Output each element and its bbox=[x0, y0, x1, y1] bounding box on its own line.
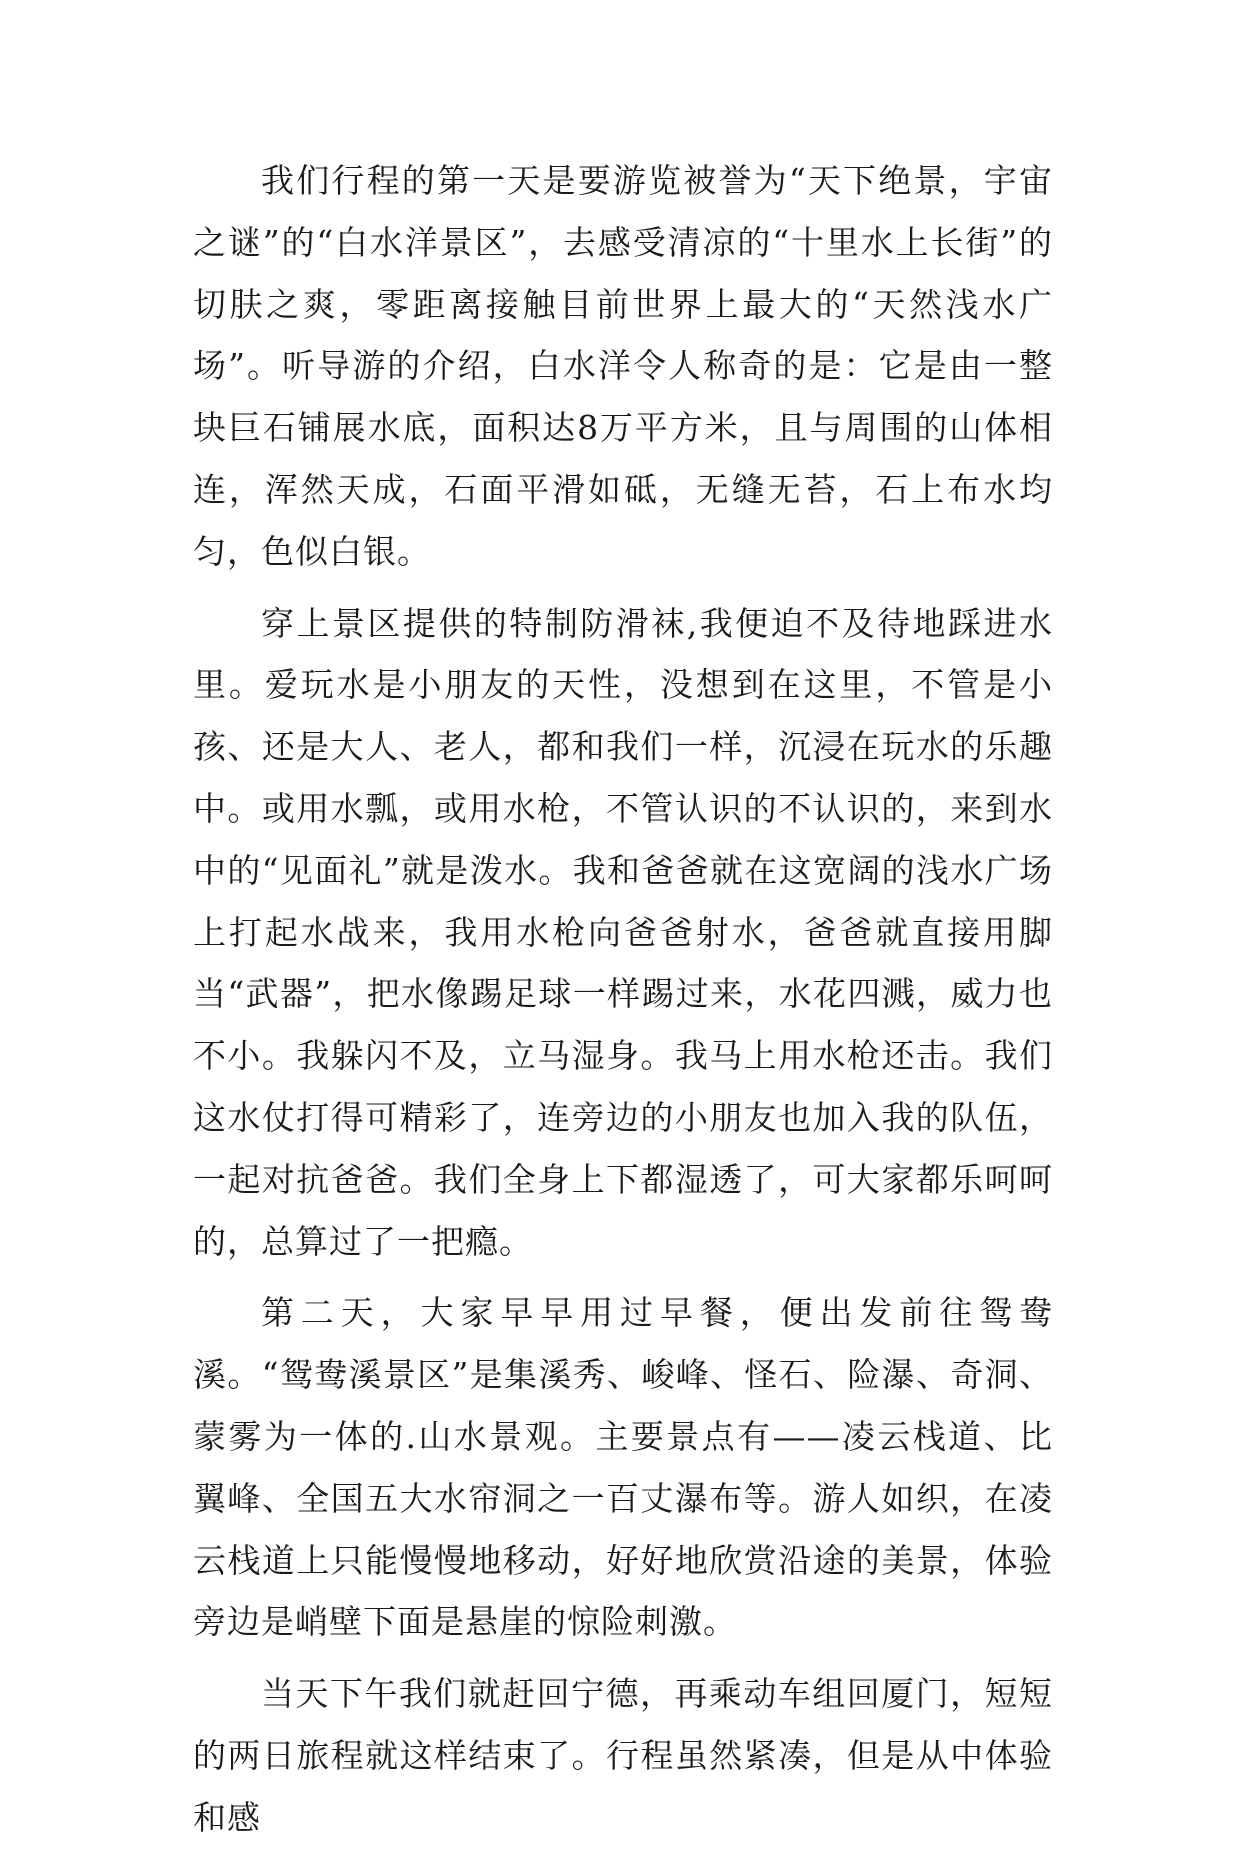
paragraph-gap bbox=[193, 1653, 1053, 1663]
paragraph-2: 穿上景区提供的特制防滑袜,我便迫不及待地踩进水里。爱玩水是小朋友的天性，没想到在这里，不管是小孩、还是大人、老人，都和我们一样，沉浸在玩水的乐趣中。或用水瓢，或用水枪，不管认识的不认识的，来到水中的“见面礼”就是泼水。我和爸爸就在这宽阔的浅水广场上打起水战来，我用水枪向爸爸射水，爸爸就直接用脚当“武器”，把水像踢足球一样踢过来，水花四溅，威力也不小。我躲闪不及，立马湿身。我马上用水枪还击。我们这水仗打得可精彩了，连旁边的小朋友也加入我的队伍，一起对抗爸爸。我们全身上下都湿透了，可大家都乐呵呵的，总算过了一把瘾。 bbox=[193, 603, 1053, 1261]
paragraph-4: 当天下午我们就赶回宁德，再乘动车组回厦门，短短的两日旅程就这样结束了。行程虽然紧凑，但是从中体验和感 bbox=[193, 1674, 1053, 1837]
document-body bbox=[193, 150, 1053, 1849]
paragraph-3: 第二天，大家早早用过早餐，便出发前往鸳鸯溪。“鸳鸯溪景区”是集溪秀、峻峰、怪石、险瀑、奇洞、蒙雾为一体的.山水景观。主要景点有——凌云栈道、比翼峰、全国五大水帘洞之一百丈瀑布等。游人如织，在凌云栈道上只能慢慢地移动，好好地欣赏沿途的美景，体验旁边是峭壁下面是悬崖的惊险刺激。 bbox=[193, 1293, 1053, 1642]
paragraph-1: 我们行程的第一天是要游览被誉为“天下绝景，宇宙之谜”的“白水洋景区”，去感受清凉的“十里水上长街”的切肤之爽，零距离接触目前世界上最大的“天然浅水广场”。听导游的介绍，白水洋令人称奇的是：它是由一整块巨石铺展水底，面积达8万平方米，且与周围的山体相连，浑然天成，石面平滑如砥，无缝无苔，石上布水均匀，色似白银。 bbox=[193, 161, 1053, 571]
paragraph-gap bbox=[193, 583, 1053, 593]
paragraph-gap bbox=[193, 1272, 1053, 1282]
